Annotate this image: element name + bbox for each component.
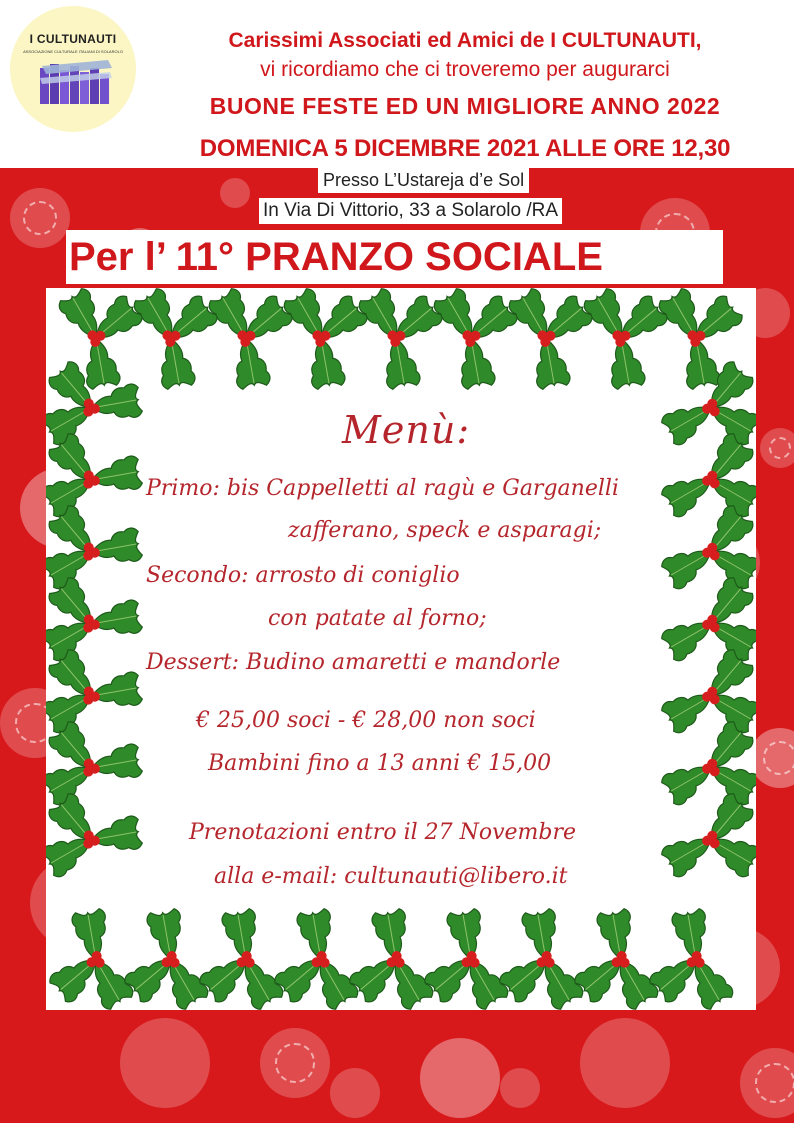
- holly-border: [46, 288, 756, 1010]
- holly-sprig: [418, 900, 524, 1010]
- holly-sprig: [268, 288, 374, 398]
- holly-sprig: [493, 288, 599, 398]
- venue-label: Presso L’Ustareja d’e Sol: [318, 168, 529, 193]
- event-title: Per l’ 11° PRANZO SOCIALE: [66, 230, 723, 284]
- booking-line-1: Prenotazioni entro il 27 Novembre: [189, 820, 577, 845]
- snowflake-decoration: [260, 1028, 330, 1098]
- holly-sprig: [118, 900, 224, 1010]
- menu-title: Menù:: [342, 408, 471, 452]
- booking-email: alla e-mail: cultunauti@libero.it: [214, 864, 568, 889]
- price-line-2: Bambini fino a 13 anni € 15,00: [208, 751, 552, 776]
- holly-sprig: [643, 900, 749, 1010]
- holly-sprig: [268, 900, 374, 1010]
- holly-sprig: [193, 900, 299, 1010]
- snowflake-decoration: [740, 1048, 794, 1118]
- holly-sprig: [193, 288, 299, 398]
- snowflake-decoration: [500, 1068, 540, 1108]
- menu-card: [46, 288, 756, 1010]
- snowflake-decoration: [420, 1038, 500, 1118]
- holly-sprig: [46, 900, 149, 1010]
- event-date: DOMENICA 5 DICEMBRE 2021 ALLE ORE 12,30: [199, 135, 731, 162]
- greeting-line-1: Carissimi Associati ed Amici de I CULTUNAUTI,: [228, 29, 702, 52]
- cultunauti-logo: [10, 6, 136, 132]
- snowflake-decoration: [750, 728, 794, 788]
- holly-sprig: [418, 288, 524, 398]
- holly-sprig: [343, 288, 449, 398]
- holly-sprig: [343, 900, 449, 1010]
- holly-sprig: [651, 787, 756, 893]
- menu-primo-line-2: zafferano, speck e asparagi;: [288, 518, 602, 543]
- holly-sprig: [568, 288, 674, 398]
- snowflake-decoration: [120, 1018, 210, 1108]
- logo-subtitle: ASSOCIAZIONE CULTURALE ITALIANI DI SOLAROLO: [23, 49, 123, 54]
- menu-secondo-line-1: Secondo: arrosto di coniglio: [146, 563, 460, 588]
- holly-sprig: [46, 787, 151, 893]
- snowflake-decoration: [760, 428, 794, 468]
- price-line-1: € 25,00 soci - € 28,00 non soci: [196, 708, 536, 733]
- greeting-line-3: BUONE FESTE ED UN MIGLIORE ANNO 2022: [209, 93, 721, 119]
- greeting-line-2: vi ricordiamo che ci troveremo per augurarci: [260, 58, 670, 81]
- snowflake-decoration: [220, 178, 250, 208]
- logo-title: I CULTUNAUTI: [29, 32, 117, 46]
- menu-dessert: Dessert: Budino amaretti e mandorle: [146, 650, 561, 675]
- holly-sprig: [493, 900, 599, 1010]
- address-label: In Via Di Vittorio, 33 a Solarolo /RA: [259, 198, 562, 224]
- holly-sprig: [118, 288, 224, 398]
- menu-primo-line-1: Primo: bis Cappelletti al ragù e Garganelli: [146, 476, 619, 501]
- header: [0, 0, 794, 168]
- snowflake-decoration: [580, 1018, 670, 1108]
- holly-sprig: [568, 900, 674, 1010]
- snowflake-decoration: [330, 1068, 380, 1118]
- snowflake-decoration: [10, 188, 70, 248]
- books-icon: [38, 58, 114, 108]
- menu-secondo-line-2: con patate al forno;: [268, 606, 487, 631]
